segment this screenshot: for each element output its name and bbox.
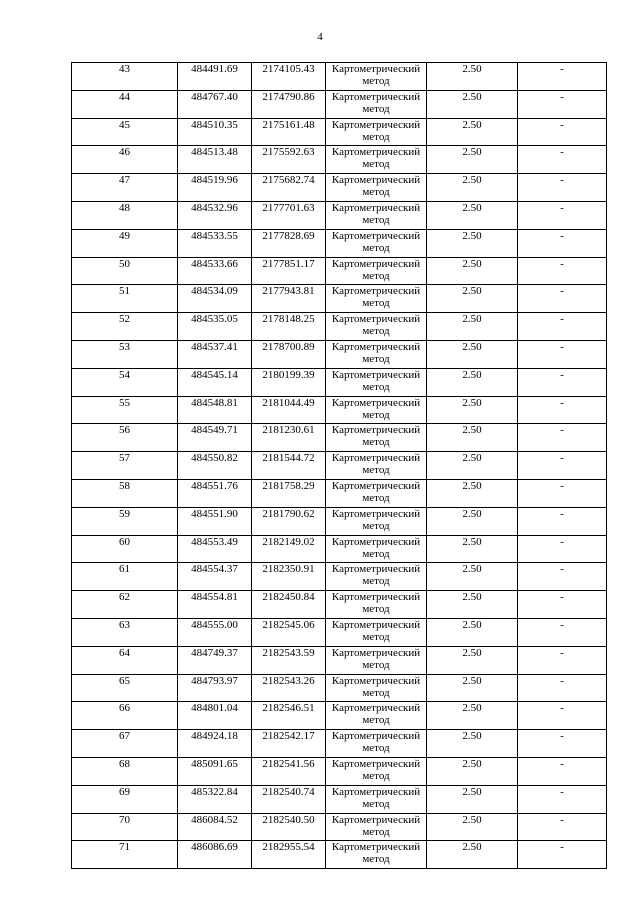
y-coordinate-cell: 2181230.61 xyxy=(252,424,326,452)
x-coordinate-cell: 485091.65 xyxy=(178,757,252,785)
y-coordinate-cell: 2174790.86 xyxy=(252,90,326,118)
method-cell xyxy=(326,340,427,368)
note-cell: - xyxy=(518,674,607,702)
method-cell xyxy=(326,785,427,813)
x-coordinate-cell: 484555.00 xyxy=(178,618,252,646)
y-coordinate-cell: 2182149.02 xyxy=(252,535,326,563)
table-row xyxy=(72,229,607,257)
method-cell xyxy=(326,396,427,424)
method-cell xyxy=(326,507,427,535)
note-cell: - xyxy=(518,285,607,313)
x-coordinate-cell: 486086.69 xyxy=(178,841,252,869)
x-coordinate-cell: 484553.49 xyxy=(178,535,252,563)
y-coordinate-cell: 2177701.63 xyxy=(252,201,326,229)
method-line: Картометрический xyxy=(331,785,421,798)
method-line: метод xyxy=(362,769,390,782)
method-line: Картометрический xyxy=(331,618,421,631)
point-number-cell: 48 xyxy=(72,201,178,229)
method-line: Картометрический xyxy=(331,841,421,854)
y-coordinate-cell: 2182540.74 xyxy=(252,785,326,813)
note-cell: - xyxy=(518,563,607,591)
accuracy-cell: 2.50 xyxy=(427,841,518,869)
note-cell: - xyxy=(518,340,607,368)
method-line: метод xyxy=(362,686,390,699)
method-line: метод xyxy=(362,575,390,588)
method-line: Картометрический xyxy=(331,479,421,492)
point-number-cell: 57 xyxy=(72,452,178,480)
x-coordinate-cell: 484549.71 xyxy=(178,424,252,452)
method-cell xyxy=(326,813,427,841)
accuracy-cell: 2.50 xyxy=(427,63,518,91)
method-line: метод xyxy=(362,436,390,449)
method-line: метод xyxy=(362,269,390,282)
accuracy-cell: 2.50 xyxy=(427,257,518,285)
accuracy-cell: 2.50 xyxy=(427,674,518,702)
note-cell: - xyxy=(518,591,607,619)
note-cell: - xyxy=(518,757,607,785)
point-number-cell: 47 xyxy=(72,174,178,202)
point-number-cell: 54 xyxy=(72,368,178,396)
note-cell: - xyxy=(518,841,607,869)
method-line: Картометрический xyxy=(331,507,421,520)
note-cell: - xyxy=(518,452,607,480)
method-line: метод xyxy=(362,213,390,226)
point-number-cell: 50 xyxy=(72,257,178,285)
point-number-cell: 66 xyxy=(72,702,178,730)
table-row xyxy=(72,368,607,396)
method-line: метод xyxy=(362,186,390,199)
point-number-cell: 58 xyxy=(72,479,178,507)
table-row xyxy=(72,340,607,368)
method-line: Картометрический xyxy=(331,591,421,604)
table-row xyxy=(72,591,607,619)
method-line: метод xyxy=(362,742,390,755)
accuracy-cell: 2.50 xyxy=(427,535,518,563)
method-line: Картометрический xyxy=(331,146,421,159)
x-coordinate-cell: 484767.40 xyxy=(178,90,252,118)
method-line: метод xyxy=(362,130,390,143)
method-line: Картометрический xyxy=(331,396,421,409)
method-cell xyxy=(326,368,427,396)
method-line: Картометрический xyxy=(331,174,421,187)
method-line: метод xyxy=(362,853,390,866)
x-coordinate-cell: 486084.52 xyxy=(178,813,252,841)
y-coordinate-cell: 2182540.50 xyxy=(252,813,326,841)
point-number-cell: 61 xyxy=(72,563,178,591)
table-row xyxy=(72,396,607,424)
method-line: метод xyxy=(362,714,390,727)
accuracy-cell: 2.50 xyxy=(427,313,518,341)
accuracy-cell: 2.50 xyxy=(427,368,518,396)
method-cell xyxy=(326,757,427,785)
accuracy-cell: 2.50 xyxy=(427,813,518,841)
method-line: метод xyxy=(362,297,390,310)
method-cell xyxy=(326,591,427,619)
method-line: Картометрический xyxy=(331,646,421,659)
note-cell: - xyxy=(518,730,607,758)
accuracy-cell: 2.50 xyxy=(427,507,518,535)
method-line: метод xyxy=(362,241,390,254)
method-line: Картометрический xyxy=(331,757,421,770)
point-number-cell: 56 xyxy=(72,424,178,452)
accuracy-cell: 2.50 xyxy=(427,563,518,591)
note-cell: - xyxy=(518,646,607,674)
x-coordinate-cell: 484533.55 xyxy=(178,229,252,257)
method-line: Картометрический xyxy=(331,730,421,743)
note-cell: - xyxy=(518,479,607,507)
method-cell xyxy=(326,479,427,507)
y-coordinate-cell: 2181544.72 xyxy=(252,452,326,480)
table-row xyxy=(72,785,607,813)
method-cell xyxy=(326,146,427,174)
y-coordinate-cell: 2181044.49 xyxy=(252,396,326,424)
y-coordinate-cell: 2181790.62 xyxy=(252,507,326,535)
accuracy-cell: 2.50 xyxy=(427,702,518,730)
point-number-cell: 62 xyxy=(72,591,178,619)
method-line: метод xyxy=(362,75,390,87)
y-coordinate-cell: 2175682.74 xyxy=(252,174,326,202)
table-row xyxy=(72,63,607,91)
accuracy-cell: 2.50 xyxy=(427,479,518,507)
note-cell: - xyxy=(518,174,607,202)
method-line: Картометрический xyxy=(331,90,421,103)
table-row xyxy=(72,674,607,702)
note-cell: - xyxy=(518,535,607,563)
accuracy-cell: 2.50 xyxy=(427,174,518,202)
note-cell: - xyxy=(518,90,607,118)
method-line: Картометрический xyxy=(331,368,421,381)
table-row xyxy=(72,118,607,146)
method-line: Картометрический xyxy=(331,452,421,465)
method-line: метод xyxy=(362,825,390,838)
accuracy-cell: 2.50 xyxy=(427,396,518,424)
method-cell xyxy=(326,118,427,146)
note-cell: - xyxy=(518,368,607,396)
point-number-cell: 49 xyxy=(72,229,178,257)
method-line: Картометрический xyxy=(331,674,421,687)
table-row xyxy=(72,730,607,758)
x-coordinate-cell: 484749.37 xyxy=(178,646,252,674)
x-coordinate-cell: 484510.35 xyxy=(178,118,252,146)
x-coordinate-cell: 484550.82 xyxy=(178,452,252,480)
method-line: Картометрический xyxy=(331,201,421,214)
method-cell xyxy=(326,229,427,257)
method-cell xyxy=(326,646,427,674)
table-row xyxy=(72,313,607,341)
x-coordinate-cell: 484535.05 xyxy=(178,313,252,341)
y-coordinate-cell: 2182955.54 xyxy=(252,841,326,869)
method-line: метод xyxy=(362,102,390,115)
accuracy-cell: 2.50 xyxy=(427,757,518,785)
y-coordinate-cell: 2182545.06 xyxy=(252,618,326,646)
note-cell: - xyxy=(518,257,607,285)
x-coordinate-cell: 484801.04 xyxy=(178,702,252,730)
y-coordinate-cell: 2182350.91 xyxy=(252,563,326,591)
note-cell: - xyxy=(518,785,607,813)
table-row xyxy=(72,535,607,563)
method-line: метод xyxy=(362,630,390,643)
x-coordinate-cell: 484924.18 xyxy=(178,730,252,758)
x-coordinate-cell: 484532.96 xyxy=(178,201,252,229)
method-line: Картометрический xyxy=(331,702,421,715)
y-coordinate-cell: 2175161.48 xyxy=(252,118,326,146)
table-row xyxy=(72,646,607,674)
x-coordinate-cell: 484548.81 xyxy=(178,396,252,424)
method-cell xyxy=(326,841,427,869)
table-row xyxy=(72,841,607,869)
method-cell xyxy=(326,174,427,202)
y-coordinate-cell: 2180199.39 xyxy=(252,368,326,396)
x-coordinate-cell: 484554.81 xyxy=(178,591,252,619)
method-cell xyxy=(326,201,427,229)
note-cell: - xyxy=(518,201,607,229)
point-number-cell: 68 xyxy=(72,757,178,785)
note-cell: - xyxy=(518,396,607,424)
method-cell xyxy=(326,63,427,91)
accuracy-cell: 2.50 xyxy=(427,90,518,118)
coordinates-table-body xyxy=(72,63,607,869)
y-coordinate-cell: 2177851.17 xyxy=(252,257,326,285)
method-line: Картометрический xyxy=(331,118,421,131)
point-number-cell: 71 xyxy=(72,841,178,869)
accuracy-cell: 2.50 xyxy=(427,730,518,758)
point-number-cell: 44 xyxy=(72,90,178,118)
method-line: метод xyxy=(362,380,390,393)
accuracy-cell: 2.50 xyxy=(427,146,518,174)
note-cell: - xyxy=(518,229,607,257)
x-coordinate-cell: 485322.84 xyxy=(178,785,252,813)
method-line: метод xyxy=(362,352,390,365)
note-cell: - xyxy=(518,118,607,146)
x-coordinate-cell: 484534.09 xyxy=(178,285,252,313)
method-cell xyxy=(326,730,427,758)
table-row xyxy=(72,702,607,730)
accuracy-cell: 2.50 xyxy=(427,285,518,313)
method-line: Картометрический xyxy=(331,813,421,826)
y-coordinate-cell: 2182542.17 xyxy=(252,730,326,758)
y-coordinate-cell: 2182546.51 xyxy=(252,702,326,730)
point-number-cell: 60 xyxy=(72,535,178,563)
table-row xyxy=(72,507,607,535)
table-row xyxy=(72,452,607,480)
method-line: Картометрический xyxy=(331,424,421,437)
method-line: Картометрический xyxy=(331,313,421,326)
point-number-cell: 46 xyxy=(72,146,178,174)
table-row xyxy=(72,174,607,202)
table-row xyxy=(72,146,607,174)
table-row xyxy=(72,757,607,785)
note-cell: - xyxy=(518,702,607,730)
note-cell: - xyxy=(518,507,607,535)
method-line: метод xyxy=(362,325,390,338)
y-coordinate-cell: 2181758.29 xyxy=(252,479,326,507)
method-line: метод xyxy=(362,464,390,477)
table-row xyxy=(72,563,607,591)
coordinates-table xyxy=(71,62,607,869)
method-line: метод xyxy=(362,408,390,421)
point-number-cell: 65 xyxy=(72,674,178,702)
method-line: Картометрический xyxy=(331,535,421,548)
point-number-cell: 53 xyxy=(72,340,178,368)
x-coordinate-cell: 484537.41 xyxy=(178,340,252,368)
point-number-cell: 64 xyxy=(72,646,178,674)
point-number-cell: 51 xyxy=(72,285,178,313)
table-row xyxy=(72,424,607,452)
table-row xyxy=(72,257,607,285)
note-cell: - xyxy=(518,618,607,646)
y-coordinate-cell: 2177828.69 xyxy=(252,229,326,257)
table-row xyxy=(72,201,607,229)
method-line: метод xyxy=(362,797,390,810)
y-coordinate-cell: 2174105.43 xyxy=(252,63,326,91)
note-cell: - xyxy=(518,63,607,91)
accuracy-cell: 2.50 xyxy=(427,118,518,146)
method-line: метод xyxy=(362,547,390,560)
table-row xyxy=(72,285,607,313)
method-line: метод xyxy=(362,658,390,671)
page-number: 4 xyxy=(317,31,323,43)
x-coordinate-cell: 484513.48 xyxy=(178,146,252,174)
y-coordinate-cell: 2178148.25 xyxy=(252,313,326,341)
y-coordinate-cell: 2177943.81 xyxy=(252,285,326,313)
point-number-cell: 67 xyxy=(72,730,178,758)
method-line: метод xyxy=(362,158,390,171)
method-cell xyxy=(326,535,427,563)
x-coordinate-cell: 484519.96 xyxy=(178,174,252,202)
method-cell xyxy=(326,424,427,452)
x-coordinate-cell: 484533.66 xyxy=(178,257,252,285)
accuracy-cell: 2.50 xyxy=(427,424,518,452)
note-cell: - xyxy=(518,424,607,452)
x-coordinate-cell: 484551.90 xyxy=(178,507,252,535)
method-line: Картометрический xyxy=(331,229,421,242)
method-cell xyxy=(326,452,427,480)
x-coordinate-cell: 484491.69 xyxy=(178,63,252,91)
y-coordinate-cell: 2182543.59 xyxy=(252,646,326,674)
accuracy-cell: 2.50 xyxy=(427,229,518,257)
accuracy-cell: 2.50 xyxy=(427,340,518,368)
method-line: Картометрический xyxy=(331,285,421,298)
note-cell: - xyxy=(518,813,607,841)
accuracy-cell: 2.50 xyxy=(427,646,518,674)
method-line: метод xyxy=(362,519,390,532)
point-number-cell: 45 xyxy=(72,118,178,146)
point-number-cell: 43 xyxy=(72,63,178,91)
note-cell: - xyxy=(518,146,607,174)
method-cell xyxy=(326,702,427,730)
method-cell xyxy=(326,618,427,646)
point-number-cell: 63 xyxy=(72,618,178,646)
method-line: Картометрический xyxy=(331,257,421,270)
note-cell: - xyxy=(518,313,607,341)
y-coordinate-cell: 2182541.56 xyxy=(252,757,326,785)
method-line: Картометрический xyxy=(331,340,421,353)
point-number-cell: 59 xyxy=(72,507,178,535)
point-number-cell: 70 xyxy=(72,813,178,841)
method-line: Картометрический xyxy=(331,63,421,75)
accuracy-cell: 2.50 xyxy=(427,591,518,619)
method-cell xyxy=(326,285,427,313)
accuracy-cell: 2.50 xyxy=(427,201,518,229)
accuracy-cell: 2.50 xyxy=(427,452,518,480)
point-number-cell: 52 xyxy=(72,313,178,341)
accuracy-cell: 2.50 xyxy=(427,618,518,646)
method-cell xyxy=(326,257,427,285)
method-line: Картометрический xyxy=(331,563,421,576)
point-number-cell: 55 xyxy=(72,396,178,424)
table-row xyxy=(72,813,607,841)
method-cell xyxy=(326,563,427,591)
table-row xyxy=(72,90,607,118)
x-coordinate-cell: 484545.14 xyxy=(178,368,252,396)
x-coordinate-cell: 484793.97 xyxy=(178,674,252,702)
table-row xyxy=(72,479,607,507)
point-number-cell: 69 xyxy=(72,785,178,813)
x-coordinate-cell: 484554.37 xyxy=(178,563,252,591)
y-coordinate-cell: 2175592.63 xyxy=(252,146,326,174)
method-cell xyxy=(326,90,427,118)
table-row xyxy=(72,618,607,646)
y-coordinate-cell: 2178700.89 xyxy=(252,340,326,368)
accuracy-cell: 2.50 xyxy=(427,785,518,813)
x-coordinate-cell: 484551.76 xyxy=(178,479,252,507)
method-cell xyxy=(326,313,427,341)
y-coordinate-cell: 2182543.26 xyxy=(252,674,326,702)
method-line: метод xyxy=(362,603,390,616)
method-cell xyxy=(326,674,427,702)
method-line: метод xyxy=(362,491,390,504)
y-coordinate-cell: 2182450.84 xyxy=(252,591,326,619)
